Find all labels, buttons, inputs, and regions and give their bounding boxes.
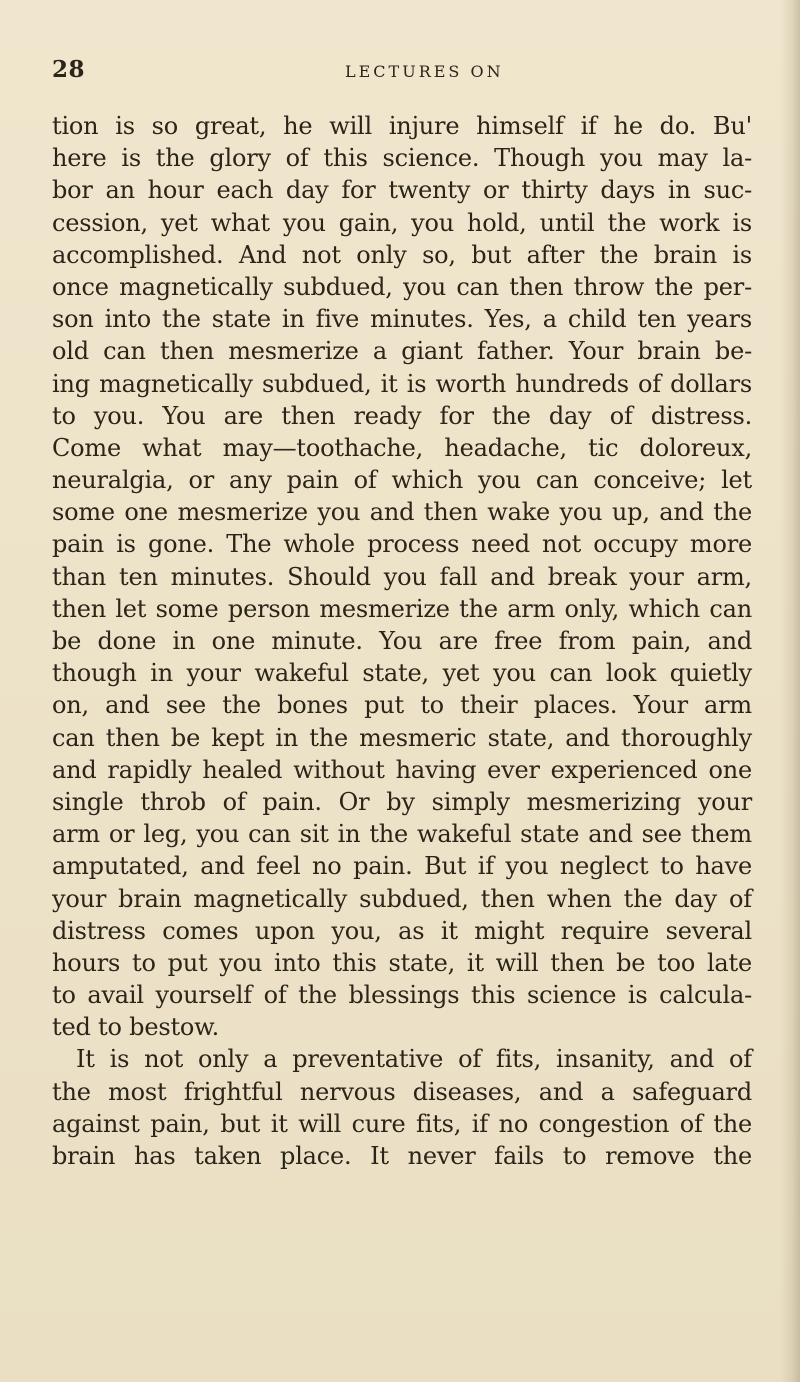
text-line: the most frightful nervous diseases, and a safeguard (52, 1077, 752, 1106)
text-line: ted to bestow. (52, 1013, 220, 1042)
text-line: arm or leg, you can sit in the wakeful state and see them (52, 820, 752, 849)
text-line: pain is gone. The whole process need not occupy more (52, 530, 752, 559)
text-line: against pain, but it will cure fits, if no congestion of the (52, 1109, 752, 1138)
page-edge-shadow (780, 0, 800, 1382)
text-line: on, and see the bones put to their places. Your arm (52, 691, 752, 720)
text-line: hours to put you into this state, it will then be too late (52, 948, 752, 977)
page-header (52, 56, 752, 86)
text-line: to you. You are then ready for the day of distress. (52, 401, 752, 430)
text-line: be done in one minute. You are free from pain, and (52, 627, 752, 655)
text-line: It is not only a preventative of fits, insanity, and of (76, 1045, 752, 1074)
running-head: LECTURES ON (345, 62, 504, 81)
text-line: and rapidly healed without having ever experienced one (52, 755, 752, 784)
text-line: ing magnetically subdued, it is worth hundreds of dollars (52, 369, 752, 398)
text-line: to avail yourself of the blessings this science is calcula- (52, 981, 752, 1010)
text-line: brain has taken place. It never fails to remove the (52, 1142, 752, 1170)
text-line: once magnetically subdued, you can then throw the per- (52, 272, 752, 301)
text-line: your brain magnetically subdued, then when the day of (52, 884, 752, 913)
text-line: neuralgia, or any pain of which you can conceive; let (52, 466, 752, 495)
text-line: some one mesmerize you and then wake you up, and the (52, 498, 752, 527)
page-number: 28 (52, 56, 86, 83)
body-text (52, 110, 752, 1172)
text-line: though in your wakeful state, yet you can look quietly (52, 659, 752, 688)
text-line: amputated, and feel no pain. But if you neglect to have (52, 852, 752, 881)
text-line: then let some person mesmerize the arm only, which can (52, 594, 752, 623)
text-line: accomplished. And not only so, but after the brain is (52, 240, 752, 269)
text-line: old can then mesmerize a giant father. Your brain be- (52, 337, 752, 366)
text-line: here is the glory of this science. Though you may la- (52, 144, 752, 173)
text-line: bor an hour each day for twenty or thirty days in suc- (52, 176, 752, 205)
text-line: single throb of pain. Or by simply mesmerizing your (52, 787, 752, 816)
text-line: son into the state in five minutes. Yes, a child ten years (52, 305, 752, 334)
text-line: Come what may—toothache, headache, tic doloreux, (52, 433, 752, 462)
text-line: than ten minutes. Should you fall and break your arm, (52, 562, 752, 591)
text-line: cession, yet what you gain, you hold, until the work is (52, 208, 752, 237)
text-line: can then be kept in the mesmeric state, and thoroughly (52, 723, 752, 752)
text-line: distress comes upon you, as it might require several (52, 916, 752, 945)
text-line: tion is so great, he will injure himself if he do. Bu' (52, 112, 752, 140)
